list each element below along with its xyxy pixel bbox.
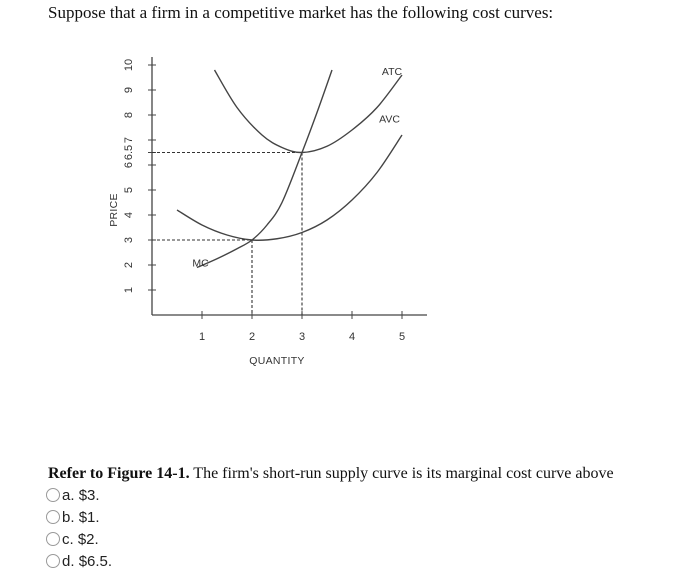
question-prompt: Suppose that a firm in a competitive market has the following cost curves: [48,3,554,22]
y-tick-label: 1 [123,286,135,294]
mc-curve [197,70,332,268]
y-tick-label: 2 [123,261,135,269]
y-tick-label: 10 [123,58,135,72]
option-d[interactable] [46,550,112,572]
option-c-letter: c. [62,530,74,548]
question-body: The firm's short-run supply curve is its marginal cost curve above [189,465,614,482]
option-a-text: $3. [78,486,100,504]
answer-options [46,484,112,572]
x-tick-label: 5 [398,331,406,343]
y-tick-label: 9 [123,86,135,94]
y-tick-label: 7 [123,136,135,144]
atc-label: ATC [381,66,403,78]
option-c[interactable] [46,528,112,550]
x-tick-label: 1 [198,331,206,343]
radio-button-d[interactable] [46,554,60,568]
option-b-letter: b. [62,508,75,526]
y-tick-label: 4 [123,211,135,219]
x-tick-label: 3 [298,331,306,343]
option-a[interactable] [46,484,112,506]
radio-button-c[interactable] [46,532,60,546]
y-tick-label: 3 [123,236,135,244]
avc-label: AVC [379,113,400,126]
radio-button-a[interactable] [46,488,60,502]
option-c-text: $2. [77,530,99,548]
y-tick-label: 6.5 [123,144,135,161]
figure-reference: Refer to Figure 14-1. [48,465,190,482]
mc-label: MC [192,257,209,270]
option-a-letter: a. [62,486,75,504]
y-tick-label: 6 [123,161,135,169]
option-b[interactable] [46,506,112,528]
x-tick-label: 4 [348,331,356,343]
radio-button-b[interactable] [46,510,60,524]
option-b-text: $1. [78,508,100,526]
x-tick-label: 2 [248,331,256,343]
x-axis-label: QUANTITY [249,355,305,367]
y-axis-label: PRICE [108,193,120,227]
y-tick-label: 8 [123,111,135,119]
option-d-letter: d. [62,552,75,570]
option-d-text: $6.5. [78,552,113,570]
atc-curve [215,70,403,153]
y-tick-label: 5 [123,186,135,194]
question-text [48,465,688,483]
